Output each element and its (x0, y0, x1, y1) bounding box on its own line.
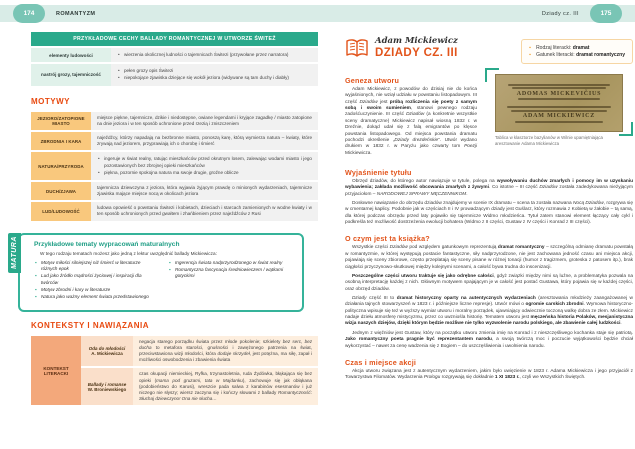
book-title-block (345, 36, 633, 64)
table-row (31, 132, 318, 150)
contexts-heading: KONTEKSTY I NAWIĄZANIA (31, 320, 149, 330)
plaque-engraving-line (518, 98, 601, 100)
matura-topic: ▪ Motyw zbrodni i kary w literaturze (34, 287, 158, 293)
open-book-icon (345, 37, 369, 59)
title-explain-paragraph: Dosłowne nawiązanie do obrzędu dziadów znajdujemy w scenie IX dramatu – scena ta została nazwana Nocą Dziadów, rozgrywa się w cmentarnej kaplicy. Podobnie jak w częściach II i IV prowadzącym dziady jest Guślarz, który rozmawia z Kobietą w żałobie – tą samą, dla której podczas obrzędu przed laty pojawiło się tajemnicze Widmo młodzieńca. Tytuł zatem stanowi element łączący cały cykl i podkreśla też możliwość dostrzeżenia ewolucji bohatera (Widmo z II części, Gustaw z IV części i Konrad z III części). (345, 201, 633, 226)
table-row (31, 64, 318, 85)
context-work-title: Ballady i romanse (87, 381, 127, 387)
plaque-engraving-line (512, 87, 606, 89)
table-row (31, 112, 318, 130)
left-page-number-badge: 174 (13, 4, 45, 23)
context-work-author: A. Mickiewicza (91, 351, 123, 357)
motif-text: ludowa opowieść o powstaniu Świtezi i kobietach, dzieciach i starcach zamienionych w wodne kwiaty i w ten sposób uchronionych przed gwałtem i zhańbieniem przez najeźdźców z Rusi (91, 202, 318, 220)
motifs-heading: MOTYWY (31, 96, 70, 106)
about-paragraph: Jednym z więźniów jest Gustaw, który na początku utworu zmienia imię na Konrad i z nieszczęśliwego kochanka staje się patriotą. Jako romantyczny poeta pragnie być reprezentantem narodu, a swoją twórczą moc i poczucie wyjątkowości będzie chciał wykorzystać – nawet za cenę wadzenia się z Bogiem – do uszczęśliwienia i uwolnienia narodu. (345, 330, 633, 349)
left-page (11, 30, 318, 407)
ballad-table-header: PRZYKŁADOWE CECHY BALLADY ROMANTYCZNEJ W UTWORZE ŚWITEŹ (31, 32, 318, 46)
matura-topic: ▪ Lud jako źródło mądrości życiowej i inspiracji dla twórców (34, 273, 158, 286)
matura-tab (8, 233, 21, 273)
table-row (31, 182, 318, 200)
figure-caption: Tablica w klasztorze bazylianów w Wilnie upamiętniająca aresztowanie Adama Mickiewicza (495, 135, 603, 146)
time-place-heading: Czas i miejsce akcji (345, 357, 417, 367)
matura-topic: ▪ Ingerencja świata nadprzyrodzonego w świat realny (168, 260, 292, 266)
plaque-name-pl: ADAM MICKIEWICZ (522, 113, 596, 119)
row-bullet: • niepokojące zjawiska dziejące się wokół jeziora (widywane są tam duchy i diabły) (117, 75, 312, 81)
motif-text: miejsce piękne, tajemnicze, dzikie i niedostępne, owiane legendami i kryjące zagadkę / miasto zatopione na dnie jeziora i w ten sposób uchronione przed rzezią i zniszczeniem (91, 112, 318, 130)
matura-topics-left (34, 259, 158, 302)
matura-tab-label: MATURA (11, 236, 18, 270)
matura-box (11, 233, 304, 312)
matura-title: Przykładowe tematy wypracowań maturalnych (34, 240, 180, 248)
table-row (31, 336, 318, 367)
context-work-title: Oda do młodości (88, 346, 126, 352)
motif-label: NATURA/PRZYRODA (31, 152, 91, 180)
row-bullet: • wierzenia okolicznej ludności o tajemnicach Świtezi (przywołane przez narratora) (117, 52, 312, 58)
genesis-heading: Geneza utworu (345, 76, 400, 85)
time-place-paragraph: Akcja utworu związana jest z autentycznym wydarzeniem, jakim było uwięzienie w 1823 r. Adama Mickiewicza i jego przyjaciół z Towarzystwa Filomatów. Wydarzenia Prologu rozgrywają się dokładnie 1 XI 1823 r., czyli we Wszystkich Świętych. (345, 368, 633, 381)
matura-topic: ▪ Natura jako ważny element świata przedstawionego (34, 294, 158, 300)
about-paragraph: Wszystkie części Dziadów pod względem gatunkowym reprezentują dramat romantyczny – szczególną odmianę dramatu powstałą w romantyzmie, w której występują postacie fantastyczne, siły nadprzyrodzone, nie jest zachowana jedność czasu ani miejsca akcji, pojawiają się sceny zbiorowe, często przeplatają się sceny pisane w różnej tonacji (humor z tragizmem, groteska z patosem itp.), brak ciągłości przyczynowo-skutkowej między kolejnymi scenami, a całość bywa trudna do inscenizacji. (345, 245, 633, 270)
plaque-engraving-line (515, 121, 602, 123)
context-text: negacja starego porządku świata przez młode pokolenie; szkielety bez serc, bez ducha to metafora starości, gnuśności i zawężonego patrzenia na świat, przeciwstawiona wizji młodości, która dodaje skrzydeł, jest potężna, ma siłę, zapał i możliwości oswobodzenia i zbawienia świata (133, 336, 318, 367)
motifs-table (31, 110, 318, 223)
frame-bracket-icon (485, 68, 499, 82)
context-category: KONTEKST LITERACKI (31, 336, 81, 406)
matura-topic: ▪ Romantyczna fascynacja średniowieczem / wątkami gotyckimi (168, 267, 292, 280)
table-row (31, 48, 318, 62)
context-text: czas okupacji niemieckiej, Ryfka, trzynastoletnia, ruda Żydówka, błąkająca się bez opieki (mama pod gruzami, tata w Majdanku), zachowuje się jak obłąkana (podobieństwo do Karusi), wreszcie pada salwa z karabinów esesmanów i już niczego nie słyszy; wiersz zaczyna się i kończy słowami z ballady Romantyczność: Słuchaj dziewczyno! Ona nie słucha… (133, 368, 318, 405)
matura-topics-right (168, 259, 292, 302)
title-explain-heading: Wyjaśnienie tytułu (345, 167, 412, 177)
row-label: elementy ludowości (31, 48, 111, 62)
motif-text: tajemnicza dziewczyna z jeziora, która wyjawia żyjącym prawdę o minionych wydarzeniach, tajemnicze zjawiska mające miejsce nocą w okolicach jeziora (91, 182, 318, 200)
plaque-engraving-line (507, 106, 611, 108)
about-paragraph: Poszczególne części utworu traktuje się jako odrębne całości, gdyż związki między nimi są luźne, a problematyka pozwala na osobną interpretację każdej z nich. Głównym motywem spajającym je w całość jest postać Gustawa, który pojawia się w każdej części, oraz obrzęd dziadów. (345, 273, 634, 292)
motif-text: najeźdźcy, którzy napadają na bezbronne miasto, ponoszą karę, którą wymierza natura – kwiaty, które zrywają nad jeziorem, przyprawiają ich o chorobę i śmierć (91, 132, 318, 150)
table-row (31, 152, 318, 180)
genesis-section (345, 68, 633, 160)
plaque-engraving-line (508, 84, 609, 86)
motif-label: ZBRODNIA I KARA (31, 132, 91, 150)
motif-bullet: • ingeruje w świat realny, ratując mieszkańców przed okrutnym losem, zalewając wodami miasto i jego pozostawionych bez zbrojnej opieki mieszkańców (97, 156, 312, 168)
motif-label: JEZIORO/ZATOPIONE MIASTO (31, 112, 91, 130)
motif-label: LUD/LUDOWOŚĆ (31, 202, 91, 220)
frame-bracket-icon (619, 122, 633, 136)
plaque-photo (495, 74, 623, 132)
row-bullet: • pełen grozy opis Świtezi (117, 68, 312, 74)
title-explain-paragraph: Obrzęd dziadów, do którego autor nawiązuje w tytule, polega na wywoływaniu duchów zmarłych i pomocy im w uzyskaniu wybawienia; zakłada możliwość obcowania zmarłych z żywymi. Co istotne – III część Dziadów została zadedykowana nieżyjącym przyjaciołom – NARODOWEJ SPRAWY MĘCZENNIKOM. (345, 178, 633, 197)
plaque-figure (485, 68, 633, 160)
genre-item: ▪ Rodzaj literacki: dramat (529, 45, 625, 51)
matura-intro: W tego rodzaju tematach możesz jako jedną z lektur uwzględnić ballady Mickiewicza: (40, 250, 217, 256)
book-title: DZIADY CZ. III (375, 47, 458, 59)
motif-label: DUCH/ZJAWA (31, 182, 91, 200)
right-page-number-badge: 175 (590, 4, 622, 23)
genesis-paragraph: Adam Mickiewicz, z powodów do dzisiaj nie do końca wyjaśnionych, nie wziął udziału w powstaniu listopadowym. III część Dziadów jest próbą rozliczenia się poety z samym sobą i swoim sumieniem, stanowi pewnego rodzaju zadośćuczynienie. III część Dziadów (a konkretnie wszystkie sceny dramatyczne) Mickiewicz napisał wiosną 1832 r. w Dreźnie, dokąd udał się z falą emigrantów po klęsce powstania listopadowego. Od miejsca powstania dramatu pochodzi określenie „Dziady drezdeńskie”. Utwór wydano drukiem w 1832 r. w Paryżu jako czwarty tom Poezji Mickiewicza. (345, 87, 478, 156)
book-author: Adam Mickiewicz (375, 36, 458, 46)
page-header-bar (0, 5, 635, 22)
about-heading: O czym jest ta książka? (345, 234, 430, 244)
matura-topic: ▪ Motyw miłości silniejszej niż śmierć w literaturze różnych epok (34, 260, 158, 273)
plaque-name-lt: ADOMAS MICKEVIČIUS (516, 90, 602, 97)
left-running-head: ROMANTYZM (56, 10, 96, 17)
plaque-engraving-line (511, 110, 608, 112)
about-paragraph: Dziady część III to dramat historyczny oparty na autentycznych wydarzeniach (aresztowania młodzieży zaangażowanej w działania tajnych stowarzyszeń w 1823 r. i późniejsze liczne represje). Utwór mówi o ogromie carskich zbrodni. Wymowa historyczno-polityczna wpisuje się też w wyższy wymiar utworu i moralny porządek, ujawniający odwiecznie toczoną walkę dobra ze złem. Mickiewicz nadaje dziełu atmosferę mistycyzmu, przez co uwzniośla historię. Tematem utworu jest męczeńska historia Polaków, mesjanistyczna wizja naszych dziejów, dzięki którym będzie możliwe nie tylko wyzwolenie narodu polskiego, ale zbawienie całej ludzkości. (345, 295, 634, 327)
context-work-author: W. Broniewskiego (87, 386, 127, 392)
genre-info-box (521, 39, 633, 64)
row-label: nastrój grozy, tajemniczość (31, 64, 111, 85)
right-running-head: Dziady cz. III (541, 10, 579, 17)
ballad-features-table (31, 30, 318, 88)
right-page (345, 30, 633, 385)
motif-bullet: • piękna, pozornie spokojna natura ma swoje drugie, groźne oblicze (97, 170, 312, 176)
contexts-table (31, 334, 318, 408)
table-row (31, 202, 318, 220)
genre-item: ▪ Gatunek literacki: dramat romantyczny (529, 52, 625, 58)
